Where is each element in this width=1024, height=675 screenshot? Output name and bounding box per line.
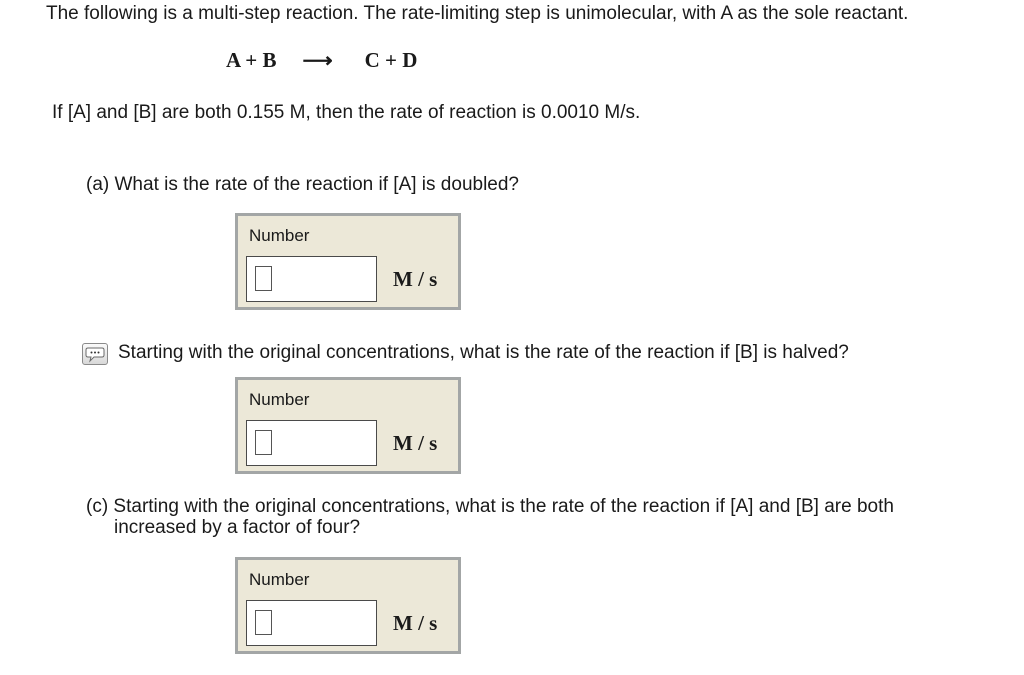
question-c-line1: (c) Starting with the original concentrations, what is the rate of the reaction if [A] and [B] are both	[86, 496, 894, 517]
problem-intro: The following is a multi-step reaction. The rate-limiting step is unimolecular, with A as the sole reactant.	[46, 3, 909, 24]
answer-c-input[interactable]	[246, 600, 377, 646]
answer-c-unit: M / s	[393, 611, 438, 635]
question-c-text	[86, 496, 1016, 538]
equation-products: C + D	[364, 48, 418, 72]
answer-box-b	[235, 377, 461, 474]
answer-b-unit: M / s	[393, 431, 438, 455]
answer-box-c	[235, 557, 461, 654]
answer-c-label: Number	[249, 570, 310, 589]
given-conditions: If [A] and [B] are both 0.155 M, then the rate of reaction is 0.0010 M/s.	[52, 102, 641, 123]
answer-a-label: Number	[249, 226, 310, 245]
answer-a-unit: M / s	[393, 267, 438, 291]
answer-b-label: Number	[249, 390, 310, 409]
equation-reactants: A + B	[226, 48, 277, 72]
answer-b-input[interactable]	[246, 420, 377, 466]
question-a-text: (a) What is the rate of the reaction if [A] is doubled?	[86, 174, 520, 195]
question-b-text: Starting with the original concentrations, what is the rate of the reaction if [B] is halved?	[118, 342, 849, 363]
question-c-line2: increased by a factor of four?	[114, 517, 361, 538]
answer-box-a	[235, 213, 461, 310]
reaction-equation	[226, 48, 417, 73]
answer-a-input[interactable]	[246, 256, 377, 302]
hint-speech-bubble-icon[interactable]	[82, 343, 108, 365]
reaction-arrow-icon: ⟶	[302, 48, 333, 72]
